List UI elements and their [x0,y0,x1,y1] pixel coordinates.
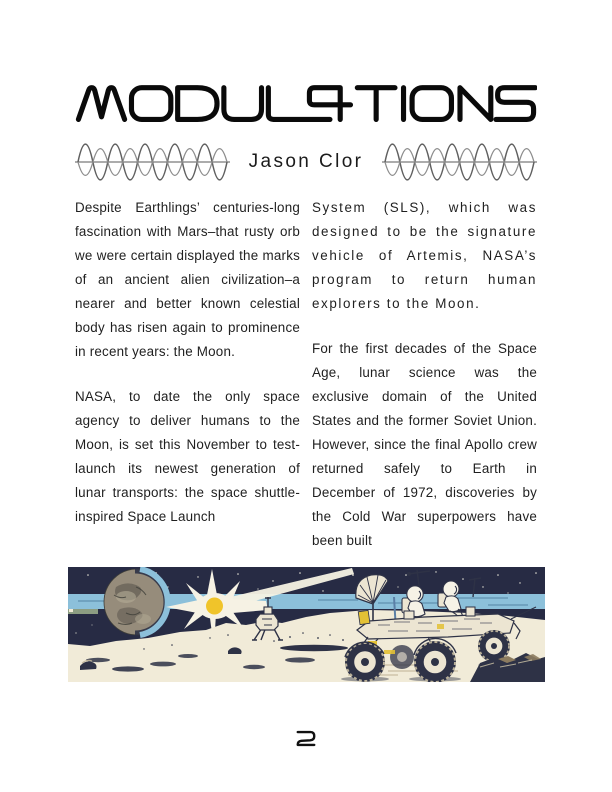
waveform-right-icon [382,140,537,184]
masthead [75,84,537,124]
masthead-title-art [75,84,537,124]
sun-core [206,598,223,615]
lunar-illustration [68,567,545,682]
rover-wheel [414,641,456,682]
page-number-glyph [295,729,317,748]
body-paragraph: NASA, to date the only space agency to deliver humans to the Moon, is set this November to test-launch its newest generation of lunar transports: the space shuttle-inspired Space Launch [75,389,300,524]
body-paragraph: For the first decades of the Space Age, lunar science was the exclusive domain of the United States and the former Soviet Union. However, since the final Apollo crew returned safely to Earth in December of 1972, discoveries by the Cold War superpowers have been built [312,341,537,548]
byline-author: Jason Clor [248,151,364,172]
body-paragraph: Despite Earthlings’ centuries-long fascination with Mars–that rusty orb we were certain displayed the marks of an ancient alien civilization–a nearer and better known celestial body has risen again to prominence in recent years: the Moon. [75,200,300,359]
column-left [75,196,300,574]
page-footer [0,729,612,748]
column-right [312,196,537,574]
article-body [75,196,537,574]
earth [104,569,170,635]
byline-row [75,139,537,185]
body-paragraph: System (SLS), which was designed to be the signature vehicle of Artemis, NASA’s program to return human explorers to the Moon. [312,200,537,311]
waveform-left-icon [75,140,230,184]
